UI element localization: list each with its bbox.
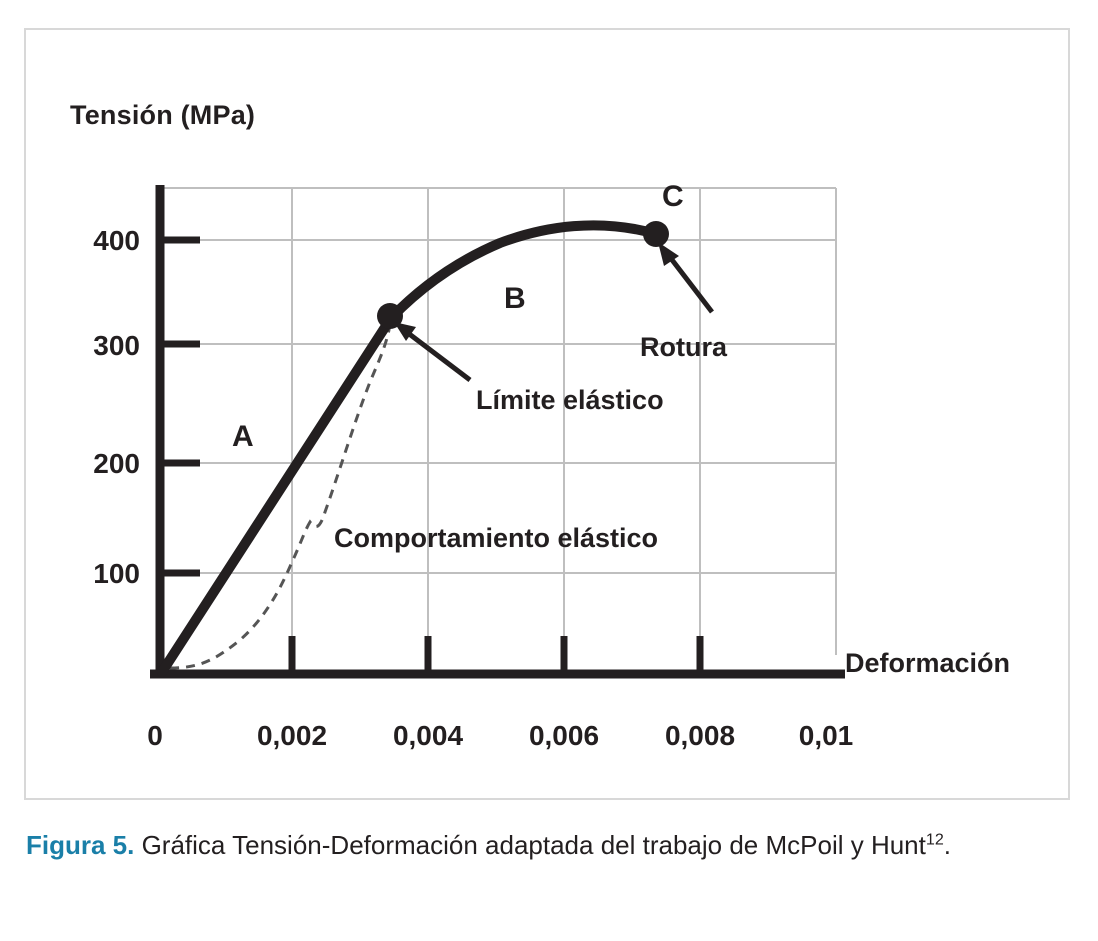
x-tick-labels: [147, 720, 853, 751]
x-tick-label-0002: 0,002: [256, 720, 328, 751]
x-tick-label-0: 0: [147, 720, 163, 751]
caption-superscript: 12: [925, 830, 944, 849]
y-tick-label-200: 200: [93, 448, 140, 479]
region-a-label: A: [232, 420, 254, 453]
limite-elastico-arrow: [394, 322, 470, 380]
rotura-arrow: [658, 242, 712, 312]
rotura-label: Rotura: [640, 332, 727, 362]
region-b-label: B: [504, 282, 526, 315]
marker-rotura: [643, 221, 669, 247]
x-axis: [150, 636, 845, 674]
y-tick-label-300: 300: [93, 330, 140, 361]
y-tick-label-100: 100: [93, 558, 140, 589]
y-tick-label-400: 400: [93, 225, 140, 256]
caption-text: Gráfica Tensión-Deformación adaptada del trabajo de McPoil y Hunt: [134, 830, 926, 860]
limite-elastico-label: Límite elástico: [476, 385, 664, 415]
x-tick-label-0008: 0,008: [664, 720, 736, 751]
x-tick-label-001: 0,01: [798, 720, 854, 751]
y-axis-title: Tensión (MPa): [70, 100, 256, 130]
y-tick-labels: [93, 225, 140, 589]
y-axis: [160, 185, 200, 672]
x-tick-label-0006: 0,006: [528, 720, 600, 751]
x-tick-label-0004: 0,004: [392, 720, 464, 751]
caption-label: Figura 5.: [26, 830, 135, 860]
point-c-label: C: [662, 180, 684, 213]
caption-end: .: [943, 830, 952, 860]
x-axis-title: Deformación: [845, 648, 1011, 678]
comportamiento-elastico-label: Comportamiento elástico: [334, 523, 659, 553]
figure-caption: [26, 828, 1076, 864]
grid-lines: [158, 188, 836, 655]
